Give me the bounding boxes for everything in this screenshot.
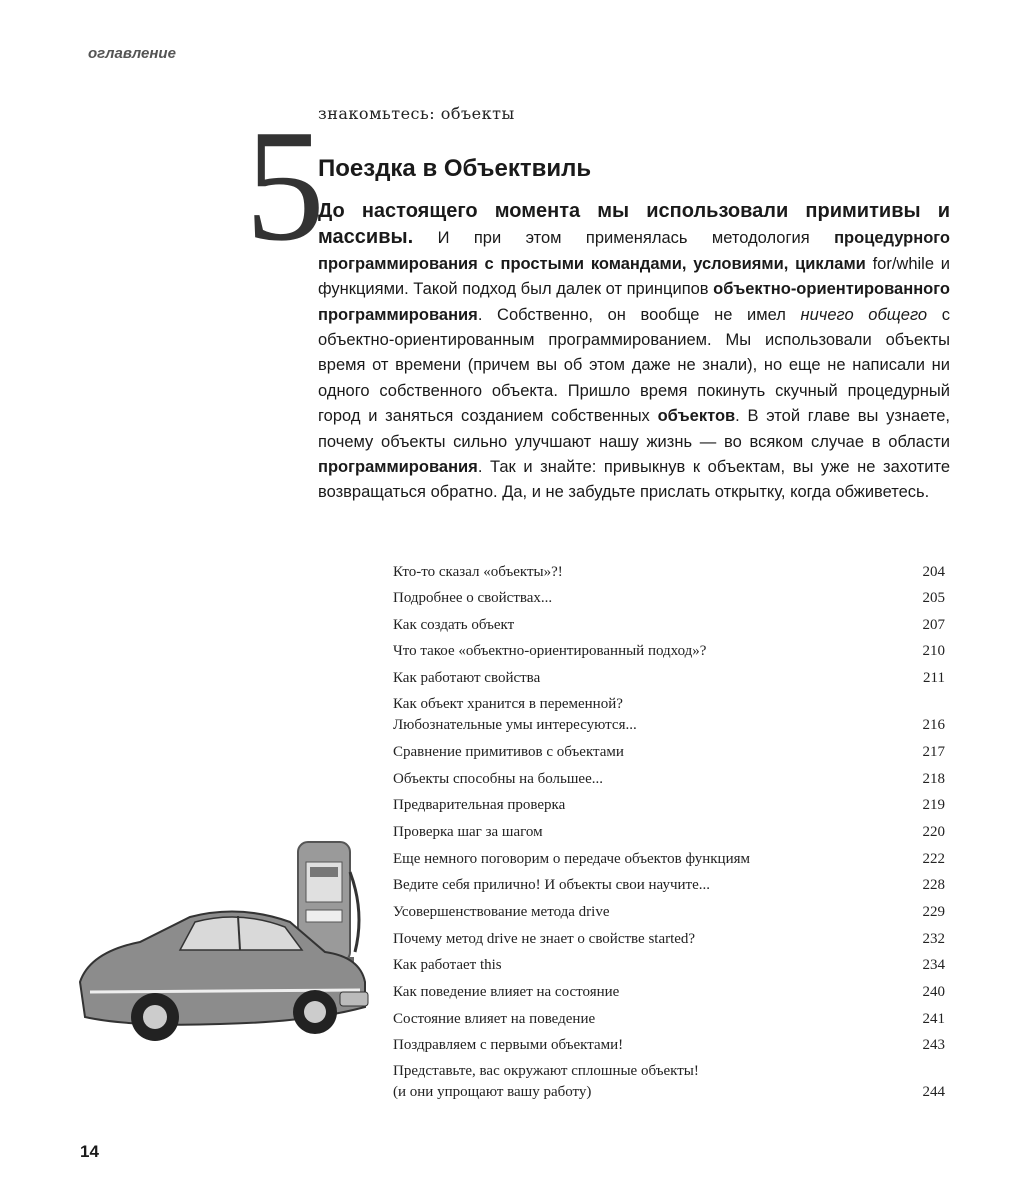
toc-entry-title: Кто-то сказал «объекты»?! xyxy=(393,564,563,580)
intro-text: с объектно-ориентированным программированием. Мы использовали объекты время от времени (причем вы об этом даже не знали), но еще не написали ни одного собственного объекта. Пришло время покинуть скучный процедурный город и заняться созданием собственных xyxy=(318,305,950,426)
toc-entry[interactable] xyxy=(393,742,945,763)
toc-entry[interactable] xyxy=(393,641,945,662)
toc-entry-title-block xyxy=(393,694,637,736)
page-number: 14 xyxy=(80,1142,99,1161)
toc-entry-title: Состояние влияет на поведение xyxy=(393,1011,596,1027)
toc-entry[interactable] xyxy=(393,902,945,923)
toc-entry-title: Еще немного поговорим о передаче объектов функциям xyxy=(393,851,751,867)
toc-entry-page: 220 xyxy=(922,824,945,840)
intro-text: . Так и знайте: привыкнув к объектам, вы уже не захотите возвращаться обратно. Да, и не забудьте прислать открытку, когда обживетесь. xyxy=(318,458,950,502)
toc-entry-title: Сравнение примитивов с объектами xyxy=(393,744,624,760)
intro-italic: ничего общего xyxy=(800,305,928,324)
toc-entry-title: Ведите себя прилично! И объекты свои научите... xyxy=(393,877,710,893)
toc-entry-title-line: Любознательные умы интересуются... xyxy=(393,717,637,733)
toc-entry-page: 244 xyxy=(922,1084,945,1100)
toc-entry-title: Что такое «объектно-ориентированный подход»? xyxy=(393,643,707,659)
toc-entry-page: 207 xyxy=(922,617,945,633)
toc-entry-page: 211 xyxy=(923,670,945,686)
toc-entry[interactable] xyxy=(393,875,945,896)
toc-entry[interactable] xyxy=(393,982,945,1003)
intro-bold: объектов xyxy=(657,407,736,426)
intro-text: . Собственно, он вообще не имел xyxy=(477,305,786,324)
toc-entry[interactable] xyxy=(393,588,945,609)
intro-bold: программирования xyxy=(318,458,478,477)
toc-entry[interactable] xyxy=(393,929,945,950)
chapter-tag: знакомьтесь: объекты xyxy=(318,104,515,123)
toc-entry-page: 205 xyxy=(922,590,945,606)
intro-text: for/while и функциями. Такой подход был далек от принципов xyxy=(318,254,950,299)
toc-entry[interactable] xyxy=(393,694,945,736)
car-and-gas-pump-illustration xyxy=(70,832,370,1062)
toc-entry[interactable] xyxy=(393,795,945,816)
intro-lead: До настоящего момента мы использовали примитивы и массивы. xyxy=(318,200,950,249)
toc-entry-title: Как поведение влияет на состояние xyxy=(393,984,620,1000)
toc-entry-page: 232 xyxy=(922,931,945,947)
toc-entry[interactable] xyxy=(393,1061,945,1103)
toc-entry-page: 234 xyxy=(922,957,945,973)
toc-entry-title: Почему метод drive не знает о свойстве started? xyxy=(393,931,696,947)
chapter-title: Поездка в Объектвиль xyxy=(318,155,592,182)
toc-entry[interactable] xyxy=(393,955,945,976)
toc-entry[interactable] xyxy=(393,849,945,870)
toc-entry-page: 204 xyxy=(922,564,945,580)
intro-bold: процедурного программирования с простыми командами, условиями, циклами xyxy=(318,229,951,273)
toc-entry-title: Поздравляем с первыми объектами! xyxy=(393,1037,624,1053)
toc-entry-title-line: (и они упрощают вашу работу) xyxy=(393,1084,592,1100)
toc-entry[interactable] xyxy=(393,668,945,689)
toc-entry[interactable] xyxy=(393,1035,945,1056)
toc-entry-title-line: Как объект хранится в переменной? xyxy=(393,696,623,712)
intro-bold: объектно-ориентированного программирования xyxy=(318,280,950,324)
intro-text: И при этом применялась методология xyxy=(437,229,810,248)
toc-entry[interactable] xyxy=(393,1009,945,1030)
toc-entry-title: Усовершенствование метода drive xyxy=(393,904,610,920)
toc-entry[interactable] xyxy=(393,615,945,636)
toc-entry-page: 210 xyxy=(922,643,945,659)
running-header: оглавление xyxy=(88,45,176,62)
toc-entry-page: 241 xyxy=(922,1011,945,1027)
toc-entry-title: Как работает this xyxy=(393,957,502,973)
toc-entry-page: 219 xyxy=(922,797,945,813)
chapter-intro xyxy=(318,199,950,506)
toc-entry-page: 240 xyxy=(922,984,945,1000)
toc-entry-title: Как работают свойства xyxy=(393,670,541,686)
toc-entry-title-block xyxy=(393,1061,699,1103)
toc-entry-page: 222 xyxy=(922,851,945,867)
toc-entry-title: Проверка шаг за шагом xyxy=(393,824,543,840)
toc-entry[interactable] xyxy=(393,822,945,843)
chapter-number: 5 xyxy=(245,96,325,274)
toc-entry-page: 216 xyxy=(922,717,945,733)
toc-entry-page: 217 xyxy=(922,744,945,760)
toc-entry-page: 243 xyxy=(922,1037,945,1053)
toc-entry[interactable] xyxy=(393,562,945,583)
toc-entry-title-line: Представьте, вас окружают сплошные объекты! xyxy=(393,1063,699,1079)
toc-entry-page: 229 xyxy=(922,904,945,920)
toc-entry[interactable] xyxy=(393,769,945,790)
toc-entry-page: 218 xyxy=(922,771,945,787)
intro-text: . В этой главе вы узнаете, почему объекты сильно улучшают нашу жизнь — во всяком случае в области xyxy=(318,407,950,451)
toc-entry-title: Подробнее о свойствах... xyxy=(393,590,553,606)
toc-entry-title: Предварительная проверка xyxy=(393,797,566,813)
toc-entry-title: Объекты способны на большее... xyxy=(393,771,603,787)
toc-entry-page: 228 xyxy=(922,877,945,893)
toc-entry-title: Как создать объект xyxy=(393,617,515,633)
